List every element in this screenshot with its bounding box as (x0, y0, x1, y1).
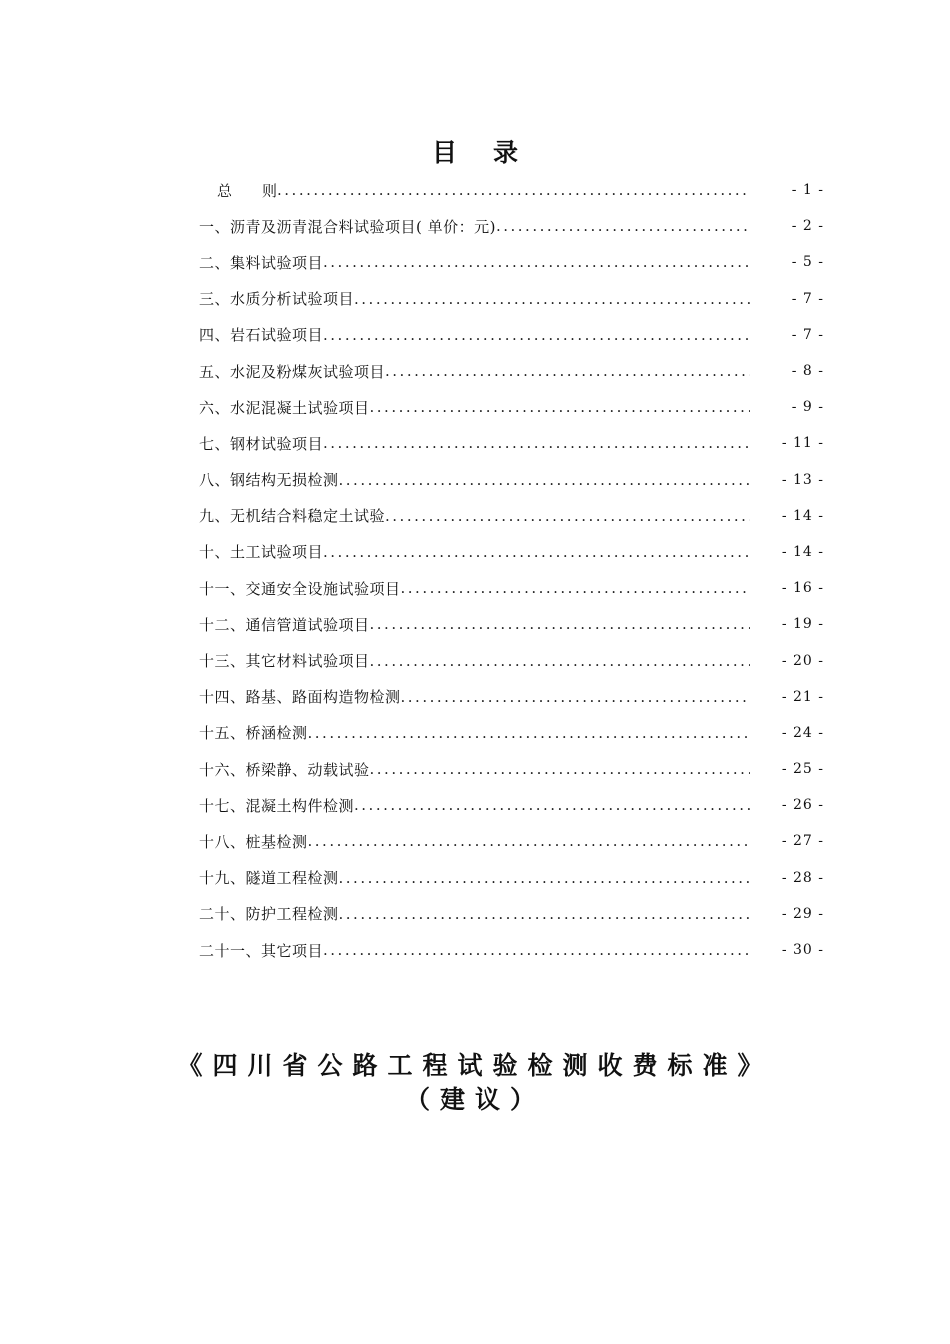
toc-leader-dots (323, 941, 750, 959)
toc-entry-text: 十六、桥梁静、动载试验 (199, 760, 370, 779)
toc-entry-page: - 14 - (781, 543, 824, 560)
toc-entry[interactable] (199, 642, 824, 678)
toc-entry-page: - 25 - (781, 761, 824, 778)
toc-entry-text: 二十、防护工程检测 (199, 905, 339, 924)
toc-entry-text: 五、水泥及粉煤灰试验项目 (199, 362, 386, 381)
toc-leader-dots (308, 724, 750, 742)
toc-leader-dots (308, 832, 750, 850)
toc-entry[interactable] (199, 860, 824, 896)
toc-leader-dots (354, 796, 750, 814)
toc-entry-page: - 29 - (781, 905, 824, 922)
toc-entry-page: - 13 - (781, 471, 824, 488)
toc-entry-page: - 7 - (791, 326, 824, 343)
toc-entry-page: - 1 - (791, 182, 824, 199)
toc-title-char: 录 (493, 137, 519, 167)
toc-entry-page: - 27 - (781, 833, 824, 850)
toc-leader-dots (370, 398, 750, 416)
toc-entry-page: - 11 - (781, 435, 824, 452)
toc-leader-dots (370, 652, 750, 670)
toc-entry-text: 七、钢材试验项目 (199, 434, 324, 453)
toc-entry-page: - 16 - (781, 580, 824, 597)
toc-entry[interactable] (199, 534, 824, 570)
toc-entry-text: 十九、隧道工程检测 (199, 869, 339, 888)
toc-entry-page: - 28 - (781, 869, 824, 886)
toc-entry[interactable] (199, 932, 824, 968)
toc-leader-dots (277, 181, 750, 199)
toc-entry-text: 十四、路基、路面构造物检测 (199, 688, 401, 707)
toc-entry[interactable] (199, 570, 824, 606)
toc-entry-page: - 2 - (791, 218, 824, 235)
toc-entry-text: 十、土工试验项目 (199, 543, 324, 562)
toc-entry-text: 十一、交通安全设施试验项目 (199, 579, 401, 598)
toc-entry[interactable] (199, 715, 824, 751)
toc-entry[interactable] (199, 751, 824, 787)
toc-entry-page: - 5 - (791, 254, 824, 271)
toc-leader-dots (339, 471, 750, 489)
toc-entry[interactable] (199, 498, 824, 534)
toc-entry-page: - 14 - (781, 507, 824, 524)
toc-leader-dots (385, 507, 750, 525)
toc-entry[interactable] (199, 823, 824, 859)
toc-leader-dots (401, 688, 750, 706)
toc-leader-dots (370, 760, 750, 778)
toc-entry-text: 八、钢结构无损检测 (199, 471, 339, 490)
toc-leader-dots (385, 362, 750, 380)
toc-leader-dots (323, 326, 750, 344)
table-of-contents (199, 172, 824, 968)
toc-entry-page: - 20 - (781, 652, 824, 669)
toc-entry[interactable] (199, 353, 824, 389)
toc-entry[interactable] (199, 244, 824, 280)
document-subtitle: （建议） (404, 1085, 545, 1114)
toc-entry-page: - 26 - (781, 797, 824, 814)
toc-entry-text: 十五、桥涵检测 (199, 724, 308, 743)
toc-entry-text: 四、岩石试验项目 (199, 326, 324, 345)
toc-entry-text: 二、集料试验项目 (199, 253, 324, 272)
toc-leader-dots (323, 434, 750, 452)
toc-entry[interactable] (199, 317, 824, 353)
toc-entry[interactable] (199, 281, 824, 317)
toc-leader-dots (323, 543, 750, 561)
toc-leader-dots (401, 579, 750, 597)
toc-entry-page: - 21 - (781, 688, 824, 705)
document-title: 《四川省公路工程试验检测收费标准》 (177, 1051, 773, 1080)
toc-entry-text: 九、无机结合料稳定土试验 (199, 507, 386, 526)
toc-entry-text: 十三、其它材料试验项目 (199, 652, 370, 671)
toc-entry[interactable] (199, 896, 824, 932)
toc-leader-dots (339, 905, 750, 923)
toc-entry-text: 二十一、其它项目 (199, 941, 324, 960)
toc-entry-page: - 24 - (781, 724, 824, 741)
toc-entry[interactable] (199, 606, 824, 642)
toc-entry-text: 十七、混凝土构件检测 (199, 796, 355, 815)
toc-entry[interactable] (199, 389, 824, 425)
toc-entry[interactable] (199, 172, 824, 208)
toc-leader-dots (354, 290, 750, 308)
toc-leader-dots (496, 217, 750, 235)
toc-leader-dots (323, 253, 750, 271)
toc-entry[interactable] (199, 679, 824, 715)
toc-entry-text: 总 则 (217, 181, 278, 200)
toc-title-char: 目 (431, 137, 457, 167)
toc-entry-text: 三、水质分析试验项目 (199, 290, 355, 309)
toc-entry-page: - 19 - (781, 616, 824, 633)
toc-leader-dots (370, 615, 750, 633)
toc-entry-text: 十八、桩基检测 (199, 832, 308, 851)
toc-entry-text: 六、水泥混凝土试验项目 (199, 398, 370, 417)
toc-entry-page: - 30 - (781, 942, 824, 959)
toc-entry-page: - 9 - (791, 399, 824, 416)
toc-entry[interactable] (199, 462, 824, 498)
toc-entry-page: - 7 - (791, 290, 824, 307)
toc-title (0, 133, 950, 169)
toc-entry-text: 十二、通信管道试验项目 (199, 615, 370, 634)
toc-entry[interactable] (199, 208, 824, 244)
toc-entry-page: - 8 - (791, 363, 824, 380)
toc-entry[interactable] (199, 787, 824, 823)
toc-leader-dots (339, 869, 750, 887)
toc-entry[interactable] (199, 425, 824, 461)
toc-entry-text: 一、沥青及沥青混合料试验项目( 单价：元) (199, 217, 496, 236)
